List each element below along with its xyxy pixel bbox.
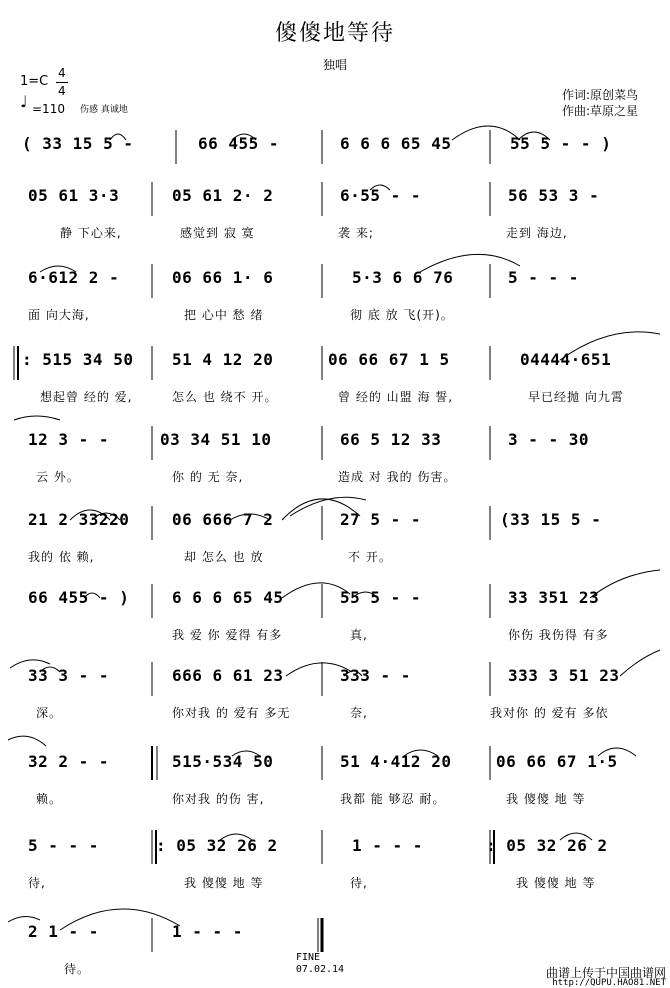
lyric-line: 你 的 无 奈,	[172, 470, 244, 484]
measure-notes: 32 2 - -	[28, 752, 110, 771]
time-signature-line	[56, 82, 68, 83]
measure-notes: 3 - - 30	[508, 430, 590, 449]
slur	[8, 736, 46, 746]
measure-notes: 6 6 6 65 45	[340, 134, 452, 153]
date-marking: 07.02.14	[295, 964, 345, 975]
slur	[14, 416, 60, 420]
measure-notes: 6·55 - -	[340, 186, 422, 205]
lyric-line: 袭 来;	[338, 226, 374, 240]
measure-notes: 33 3 - -	[28, 666, 110, 685]
measure-notes: 66 455 -	[198, 134, 280, 153]
measure-notes: 12 3 - -	[28, 430, 110, 449]
measure-notes: : 05 32 26 2	[486, 836, 608, 855]
measure-notes: 33 351 23	[508, 588, 600, 607]
measure-notes: ( 33 15 5 -	[22, 134, 134, 153]
quarter-note-icon: ♩	[20, 92, 28, 111]
lyric-line: 我 傻傻 地 等	[184, 876, 264, 890]
measure-notes: 333 3 51 23	[508, 666, 620, 685]
lyric-line: 奈,	[350, 706, 368, 720]
lyric-line: 你对我 的 爱有 多无	[172, 706, 291, 720]
measure-notes: 66 455 - )	[28, 588, 130, 607]
measure-notes: 03 34 51 10	[160, 430, 272, 449]
lyric-line: 你伤 我伤得 有多	[508, 628, 609, 642]
measure-notes: 6·612 2 -	[28, 268, 120, 287]
mood-marking: 伤感 真诚地	[80, 105, 128, 115]
measure-notes: 5 - - -	[28, 836, 99, 855]
lyric-line: 不 开。	[348, 550, 392, 564]
measure-notes: 6 6 6 65 45	[172, 588, 284, 607]
lyric-line: 面 向大海,	[28, 308, 90, 322]
measure-notes: 06 66 67 1·5	[496, 752, 618, 771]
measure-notes: 5·3 6 6 76	[352, 268, 454, 287]
measure-notes: 05 61 3·3	[28, 186, 120, 205]
measure-notes: 51 4·412 20	[340, 752, 452, 771]
lyric-line: 却 怎么 也 放	[184, 550, 264, 564]
measure-notes: 666 6 61 23	[172, 666, 284, 685]
measure-notes: 56 53 3 -	[508, 186, 600, 205]
song-title: 傻傻地等待	[274, 21, 395, 46]
measure-notes: 333 - -	[340, 666, 411, 685]
measure-notes: 5 - - -	[508, 268, 579, 287]
lyric-line: 我都 能 够忍 耐。	[340, 792, 446, 806]
measure-notes: 05 61 2· 2	[172, 186, 274, 205]
lyric-line: 深。	[36, 706, 63, 720]
measure-notes: 27 5 - -	[340, 510, 422, 529]
lyric-line: 静 下心来,	[60, 226, 122, 240]
composer-credit: 作曲:草原之星	[562, 104, 639, 118]
lyric-line: 你对我 的伤 害,	[172, 792, 265, 806]
lyric-line: 造成 对 我的 伤害。	[338, 470, 457, 484]
slur	[590, 570, 660, 598]
measure-notes: 1 - - -	[172, 922, 243, 941]
fine-marking: FINE	[295, 952, 321, 963]
lyric-line: 把 心中 愁 绪	[184, 308, 264, 322]
lyric-line: 走到 海边,	[506, 226, 568, 240]
lyric-line: 我 爱 你 爱得 有多	[172, 628, 283, 642]
measure-notes: 55 5 - -	[340, 588, 422, 607]
time-signature-top: 4	[58, 66, 66, 80]
measure-notes: 1 - - -	[352, 836, 423, 855]
key-signature: 1=C	[20, 74, 49, 89]
measure-notes: (33 15 5 -	[500, 510, 602, 529]
lyric-line: 我的 依 赖,	[28, 550, 95, 564]
measure-notes: 2 1 - -	[28, 922, 99, 941]
lyric-line: 我 傻傻 地 等	[506, 792, 586, 806]
measure-notes: 66 5 12 33	[340, 430, 442, 449]
lyric-line: 真,	[350, 628, 368, 642]
measure-notes: 06 66 67 1 5	[328, 350, 450, 369]
lyric-line: 彻 底 放 飞(开)。	[350, 308, 454, 322]
barlines	[14, 130, 494, 952]
lyric-line: 待。	[64, 962, 91, 976]
watermark-text: 曲谱上传于中国曲谱网	[545, 966, 666, 980]
lyric-line: 云 外。	[36, 470, 80, 484]
lyric-line: 赖。	[36, 792, 63, 806]
time-signature-bottom: 4	[58, 84, 66, 98]
measure-notes: 06 66 1· 6	[172, 268, 274, 287]
lyric-line: 怎么 也 绕不 开。	[172, 390, 278, 404]
measure-notes: : 515 34 50	[22, 350, 134, 369]
lyric-line: 想起曾 经的 爱,	[40, 390, 133, 404]
lyricist-credit: 作词:原创菜鸟	[562, 88, 639, 102]
lyric-line: 我对你 的 爱有 多依	[490, 706, 609, 720]
measure-notes: 04444·651	[520, 350, 612, 369]
watermark-url: http://QUPU.HAO81.NET	[552, 978, 666, 988]
slur	[620, 650, 660, 676]
measure-notes: 55 5 - - )	[510, 134, 612, 153]
lyric-line: 待,	[28, 876, 46, 890]
measure-notes: : 05 32 26 2	[156, 836, 278, 855]
lyric-line: 待,	[350, 876, 368, 890]
measure-notes: 51 4 12 20	[172, 350, 274, 369]
lyric-line: 曾 经的 山盟 海 誓,	[338, 390, 454, 404]
lyric-line: 我 傻傻 地 等	[516, 876, 596, 890]
measure-notes: 21 2 33220	[28, 510, 130, 529]
song-subtitle: 独唱	[322, 58, 347, 72]
measure-notes: 515·534 50	[172, 752, 274, 771]
measure-notes: 06 666 7 2	[172, 510, 274, 529]
lyric-line: 早已经抛 向九霄	[528, 390, 624, 404]
lyric-line: 感觉到 寂 寞	[180, 226, 255, 240]
tempo-marking: =110	[32, 102, 65, 116]
